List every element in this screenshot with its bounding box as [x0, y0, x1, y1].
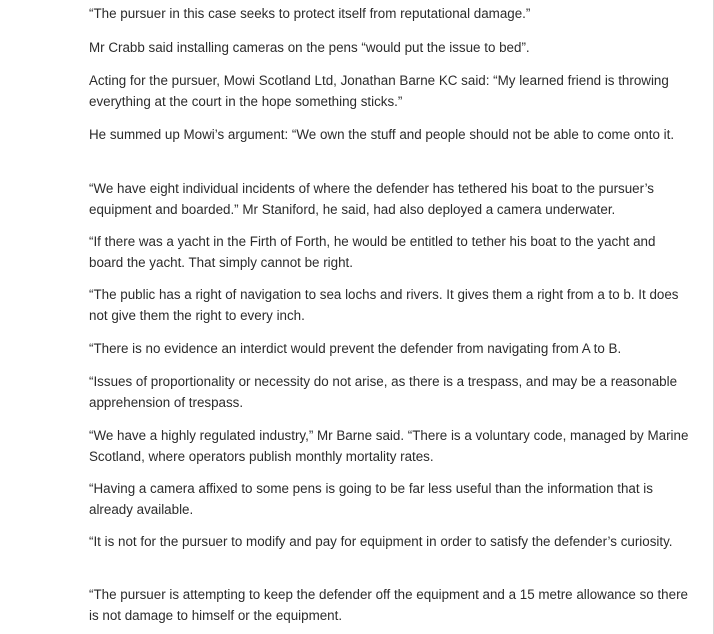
paragraph-2: Mr Crabb said installing cameras on the pens “would put the issue to bed”.: [89, 40, 530, 55]
paragraph-3: Acting for the pursuer, Mowi Scotland Ltd, Jonathan Barne KC said: “My learned friend is throwing everything at the court in the hope something sticks.”: [89, 73, 669, 109]
paragraph-12: “It is not for the pursuer to modify and pay for equipment in order to satisfy the defender’s curiosity.: [89, 534, 673, 549]
paragraph-10: “We have a highly regulated industry,” Mr Barne said. “There is a voluntary code, managed by Marine Scotland, where operators publish monthly mortality rates.: [89, 428, 689, 464]
paragraph-6: “If there was a yacht in the Firth of Forth, he would be entitled to tether his boat to the yacht and board the yacht. That simply cannot be right.: [89, 234, 656, 270]
paragraph-7: “The public has a right of navigation to sea lochs and rivers. It gives them a right from a to b. It does not give them the right to every inch.: [89, 287, 679, 323]
paragraph-1: “The pursuer in this case seeks to protect itself from reputational damage.”: [89, 6, 531, 21]
paragraph-11: “Having a camera affixed to some pens is going to be far less useful than the information that is already available.: [89, 481, 653, 517]
paragraph-4: He summed up Mowi’s argument: “We own the stuff and people should not be able to come onto it.: [89, 127, 675, 142]
paragraph-9: “Issues of proportionality or necessity do not arise, as there is a trespass, and may be a reasonable apprehension of trespass.: [89, 374, 678, 410]
paragraph-13: “The pursuer is attempting to keep the defender off the equipment and a 15 metre allowance so there is not damage to himself or the equipment.: [89, 587, 688, 623]
paragraph-8: “There is no evidence an interdict would prevent the defender from navigating from A to B.: [89, 341, 622, 356]
paragraph-5: “We have eight individual incidents of where the defender has tethered his boat to the pursuer’s equipment and boarded.” Mr Staniford, he said, had also deployed a camera underwater.: [89, 181, 654, 217]
